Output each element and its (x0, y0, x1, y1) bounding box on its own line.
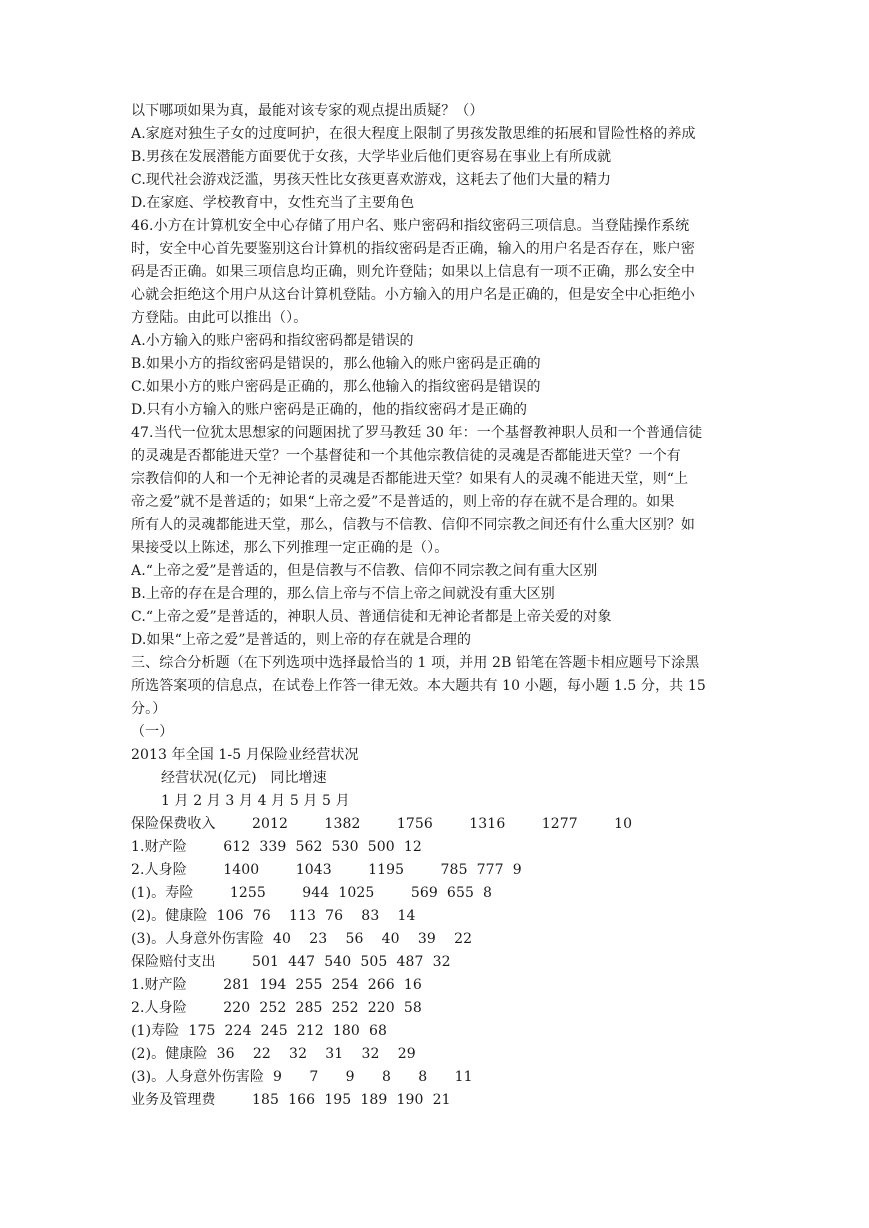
question-45-option-d: D.在家庭、学校教育中，女性充当了主要角色 (131, 195, 415, 211)
question-47-option-c: C.“上帝之爱”是普适的，神职人员、普通信徒和无神论者都是上帝关爱的对象 (131, 609, 612, 625)
table-title: 2013 年全国 1-5 月保险业经营状况 (131, 747, 359, 763)
question-47-stem-line: 所有人的灵魂都能进天堂，那么，信教与不信教、信仰不同宗教之间还有什么重大区别？如 (131, 517, 695, 533)
table-row: 2.人身险 1400 1043 1195 785 777 9 (131, 862, 522, 878)
question-46-option-b: B.如果小方的指纹密码是错误的，那么他输入的账户密码是正确的 (131, 356, 541, 372)
table-row: (1)寿险 175 224 245 212 180 68 (131, 1023, 388, 1039)
question-47-stem-line: 的灵魂是否都能进天堂？一个基督徒和一个其他宗教信徒的灵魂是否都能进天堂？一个有 (131, 448, 681, 464)
question-45-option-b: B.男孩在发展潜能方面要优于女孩，大学毕业后他们更容易在事业上有所成就 (131, 149, 612, 165)
question-46-option-d: D.只有小方输入的账户密码是正确的，他的指纹密码才是正确的 (131, 402, 528, 418)
table-row: 1.财产险 612 339 562 530 500 12 (131, 839, 422, 855)
question-46-stem-line: 码是否正确。如果三项信息均正确，则允许登陆；如果以上信息有一项不正确，那么安全中 (131, 264, 695, 280)
question-46-option-a: A.小方输入的账户密码和指纹密码都是错误的 (131, 333, 414, 349)
question-46-stem-line: 心就会拒绝这个用户从这台计算机登陆。小方输入的用户名是正确的，但是安全中心拒绝小 (131, 287, 695, 303)
table-row: 业务及管理费 185 166 195 189 190 21 (131, 1092, 451, 1108)
section-3-heading-line: 分。） (131, 701, 167, 717)
question-47-stem-line: 47.当代一位犹太思想家的问题困扰了罗马教廷 30 年：一个基督教神职人员和一个普通信徒 (131, 425, 703, 441)
table-row: (2)。健康险 36 22 32 31 32 29 (131, 1046, 416, 1062)
question-46-option-c: C.如果小方的账户密码是正确的，那么他输入的指纹密码是错误的 (131, 379, 541, 395)
table-header-line: 1 月 2 月 3 月 4 月 5 月 5 月 (161, 793, 350, 809)
table-row: (3)。人身意外伤害险 9 7 9 8 8 11 (131, 1069, 473, 1085)
table-row: (3)。人身意外伤害险 40 23 56 40 39 22 (131, 931, 473, 947)
table-row: (2)。健康险 106 76 113 76 83 14 (131, 908, 416, 924)
table-row: (1)。寿险 1255 944 1025 569 655 8 (131, 885, 493, 901)
part-label: （一） (131, 724, 174, 740)
question-45-option-c: C.现代社会游戏泛滥，男孩天性比女孩更喜欢游戏，这耗去了他们大量的精力 (131, 172, 612, 188)
question-46-stem-line: 46.小方在计算机安全中心存储了用户名、账户密码和指纹密码三项信息。当登陆操作系统 (131, 218, 690, 234)
question-47-stem-line: 果接受以上陈述，那么下列推理一定正确的是（）。 (131, 540, 449, 556)
question-46-stem-line: 时，安全中心首先要鉴别这台计算机的指纹密码是否正确，输入的用户名是否存在，账户密 (131, 241, 695, 257)
question-47-option-d: D.如果“上帝之爱”是普适的，则上帝的存在就是合理的 (131, 632, 472, 648)
question-45-option-a: A.家庭对独生子女的过度呵护，在很大程度上限制了男孩发散思维的拓展和冒险性格的养成 (131, 126, 696, 142)
section-3-heading-line: 所选答案项的信息点，在试卷上作答一律无效。本大题共有 10 小题，每小题 1.5 分，共 15 (131, 678, 706, 694)
table-row: 1.财产险 281 194 255 254 266 16 (131, 977, 422, 993)
question-47-option-b: B.上帝的存在是合理的，那么信上帝与不信上帝之间就没有重大区别 (131, 586, 555, 602)
question-46-stem-line: 方登陆。由此可以推出（）。 (131, 310, 308, 326)
table-header-line: 经营状况(亿元) 同比增速 (161, 770, 327, 786)
question-47-stem-line: 宗教信仰的人和一个无神论者的灵魂是否都能进天堂？如果有人的灵魂不能进天堂，则“上 (131, 471, 689, 487)
section-3-heading-line: 三、综合分析题（在下列选项中选择最恰当的 1 项，并用 2B 铅笔在答题卡相应题号下涂黑 (131, 655, 700, 671)
table-row: 2.人身险 220 252 285 252 220 58 (131, 1000, 422, 1016)
table-row: 保险保费收入 2012 1382 1756 1316 1277 10 (131, 816, 633, 832)
question-47-option-a: A.“上帝之爱”是普适的，但是信教与不信教、信仰不同宗教之间有重大区别 (131, 563, 598, 579)
table-row: 保险赔付支出 501 447 540 505 487 32 (131, 954, 451, 970)
question-45-stem: 以下哪项如果为真，最能对该专家的观点提出质疑？（） (131, 103, 484, 119)
exam-page (131, 100, 751, 1112)
question-47-stem-line: 帝之爱”就不是普适的；如果“上帝之爱”不是普适的，则上帝的存在就不是合理的。如果 (131, 494, 675, 510)
